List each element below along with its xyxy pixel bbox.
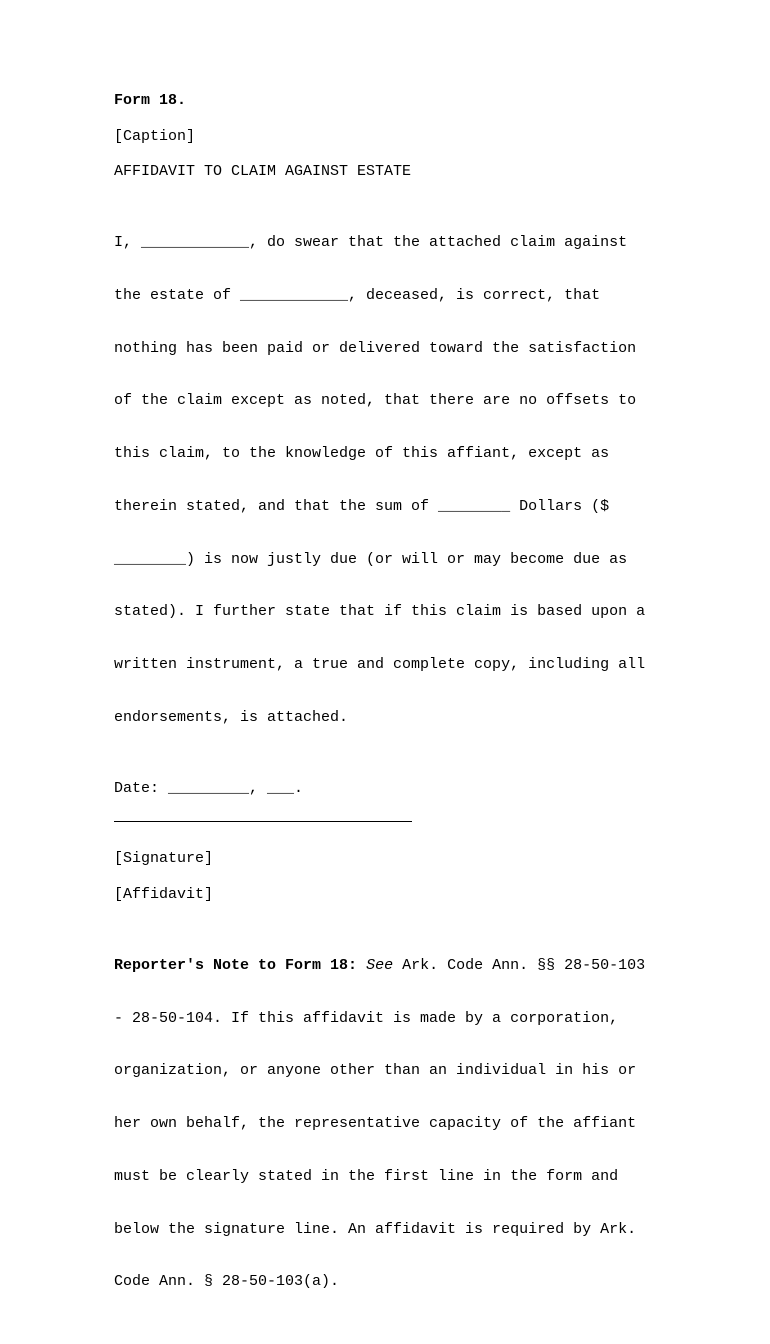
affidavit-heading: AFFIDAVIT TO CLAIM AGAINST ESTATE — [114, 163, 412, 181]
note-line: Code Ann. § 28-50-103(a). — [114, 1273, 340, 1291]
note-line: her own behalf, the representative capacity of the affiant — [114, 1115, 637, 1133]
reporters-note — [114, 922, 674, 1327]
body-line: endorsements, is attached. — [114, 709, 349, 726]
signature-line — [114, 821, 412, 822]
note-label: Reporter's Note to Form 18: — [114, 956, 358, 974]
body-line: nothing has been paid or delivered toward the satisfaction — [114, 339, 637, 357]
note-line: must be clearly stated in the first line in the form and — [114, 1167, 619, 1185]
body-line: of the claim except as noted, that there are no offsets to — [114, 392, 637, 410]
note-line: - 28-50-104. If this affidavit is made by a corporation, — [114, 1009, 619, 1027]
affidavit-body — [114, 199, 674, 762]
document-page — [114, 92, 674, 1344]
note-citation: Ark. Code Ann. §§ 28-50-103 — [393, 956, 646, 974]
caption-placeholder: [Caption] — [114, 127, 196, 145]
body-line: therein stated, and that the sum of ________ Dollars ($ — [114, 497, 610, 515]
note-see: See — [366, 956, 394, 974]
body-line: stated). I further state that if this claim is based upon a — [114, 603, 646, 621]
body-line: this claim, to the knowledge of this affiant, except as — [114, 445, 610, 463]
body-line: the estate of ____________, deceased, is correct, that — [114, 286, 601, 304]
body-line: I, ____________, do swear that the attached claim against — [114, 233, 628, 251]
date-line: Date: _________, ___. — [114, 779, 304, 797]
signature-placeholder: [Signature] — [114, 850, 214, 868]
body-line: written instrument, a true and complete copy, including all — [114, 656, 646, 674]
form-title: Form 18. — [114, 92, 187, 109]
note-first-line — [114, 957, 674, 975]
affidavit-placeholder: [Affidavit] — [114, 885, 214, 903]
body-line: ________) is now justly due (or will or may become due as — [114, 550, 628, 568]
note-line: below the signature line. An affidavit is required by Ark. — [114, 1220, 637, 1238]
note-line: organization, or anyone other than an individual in his or — [114, 1062, 637, 1080]
